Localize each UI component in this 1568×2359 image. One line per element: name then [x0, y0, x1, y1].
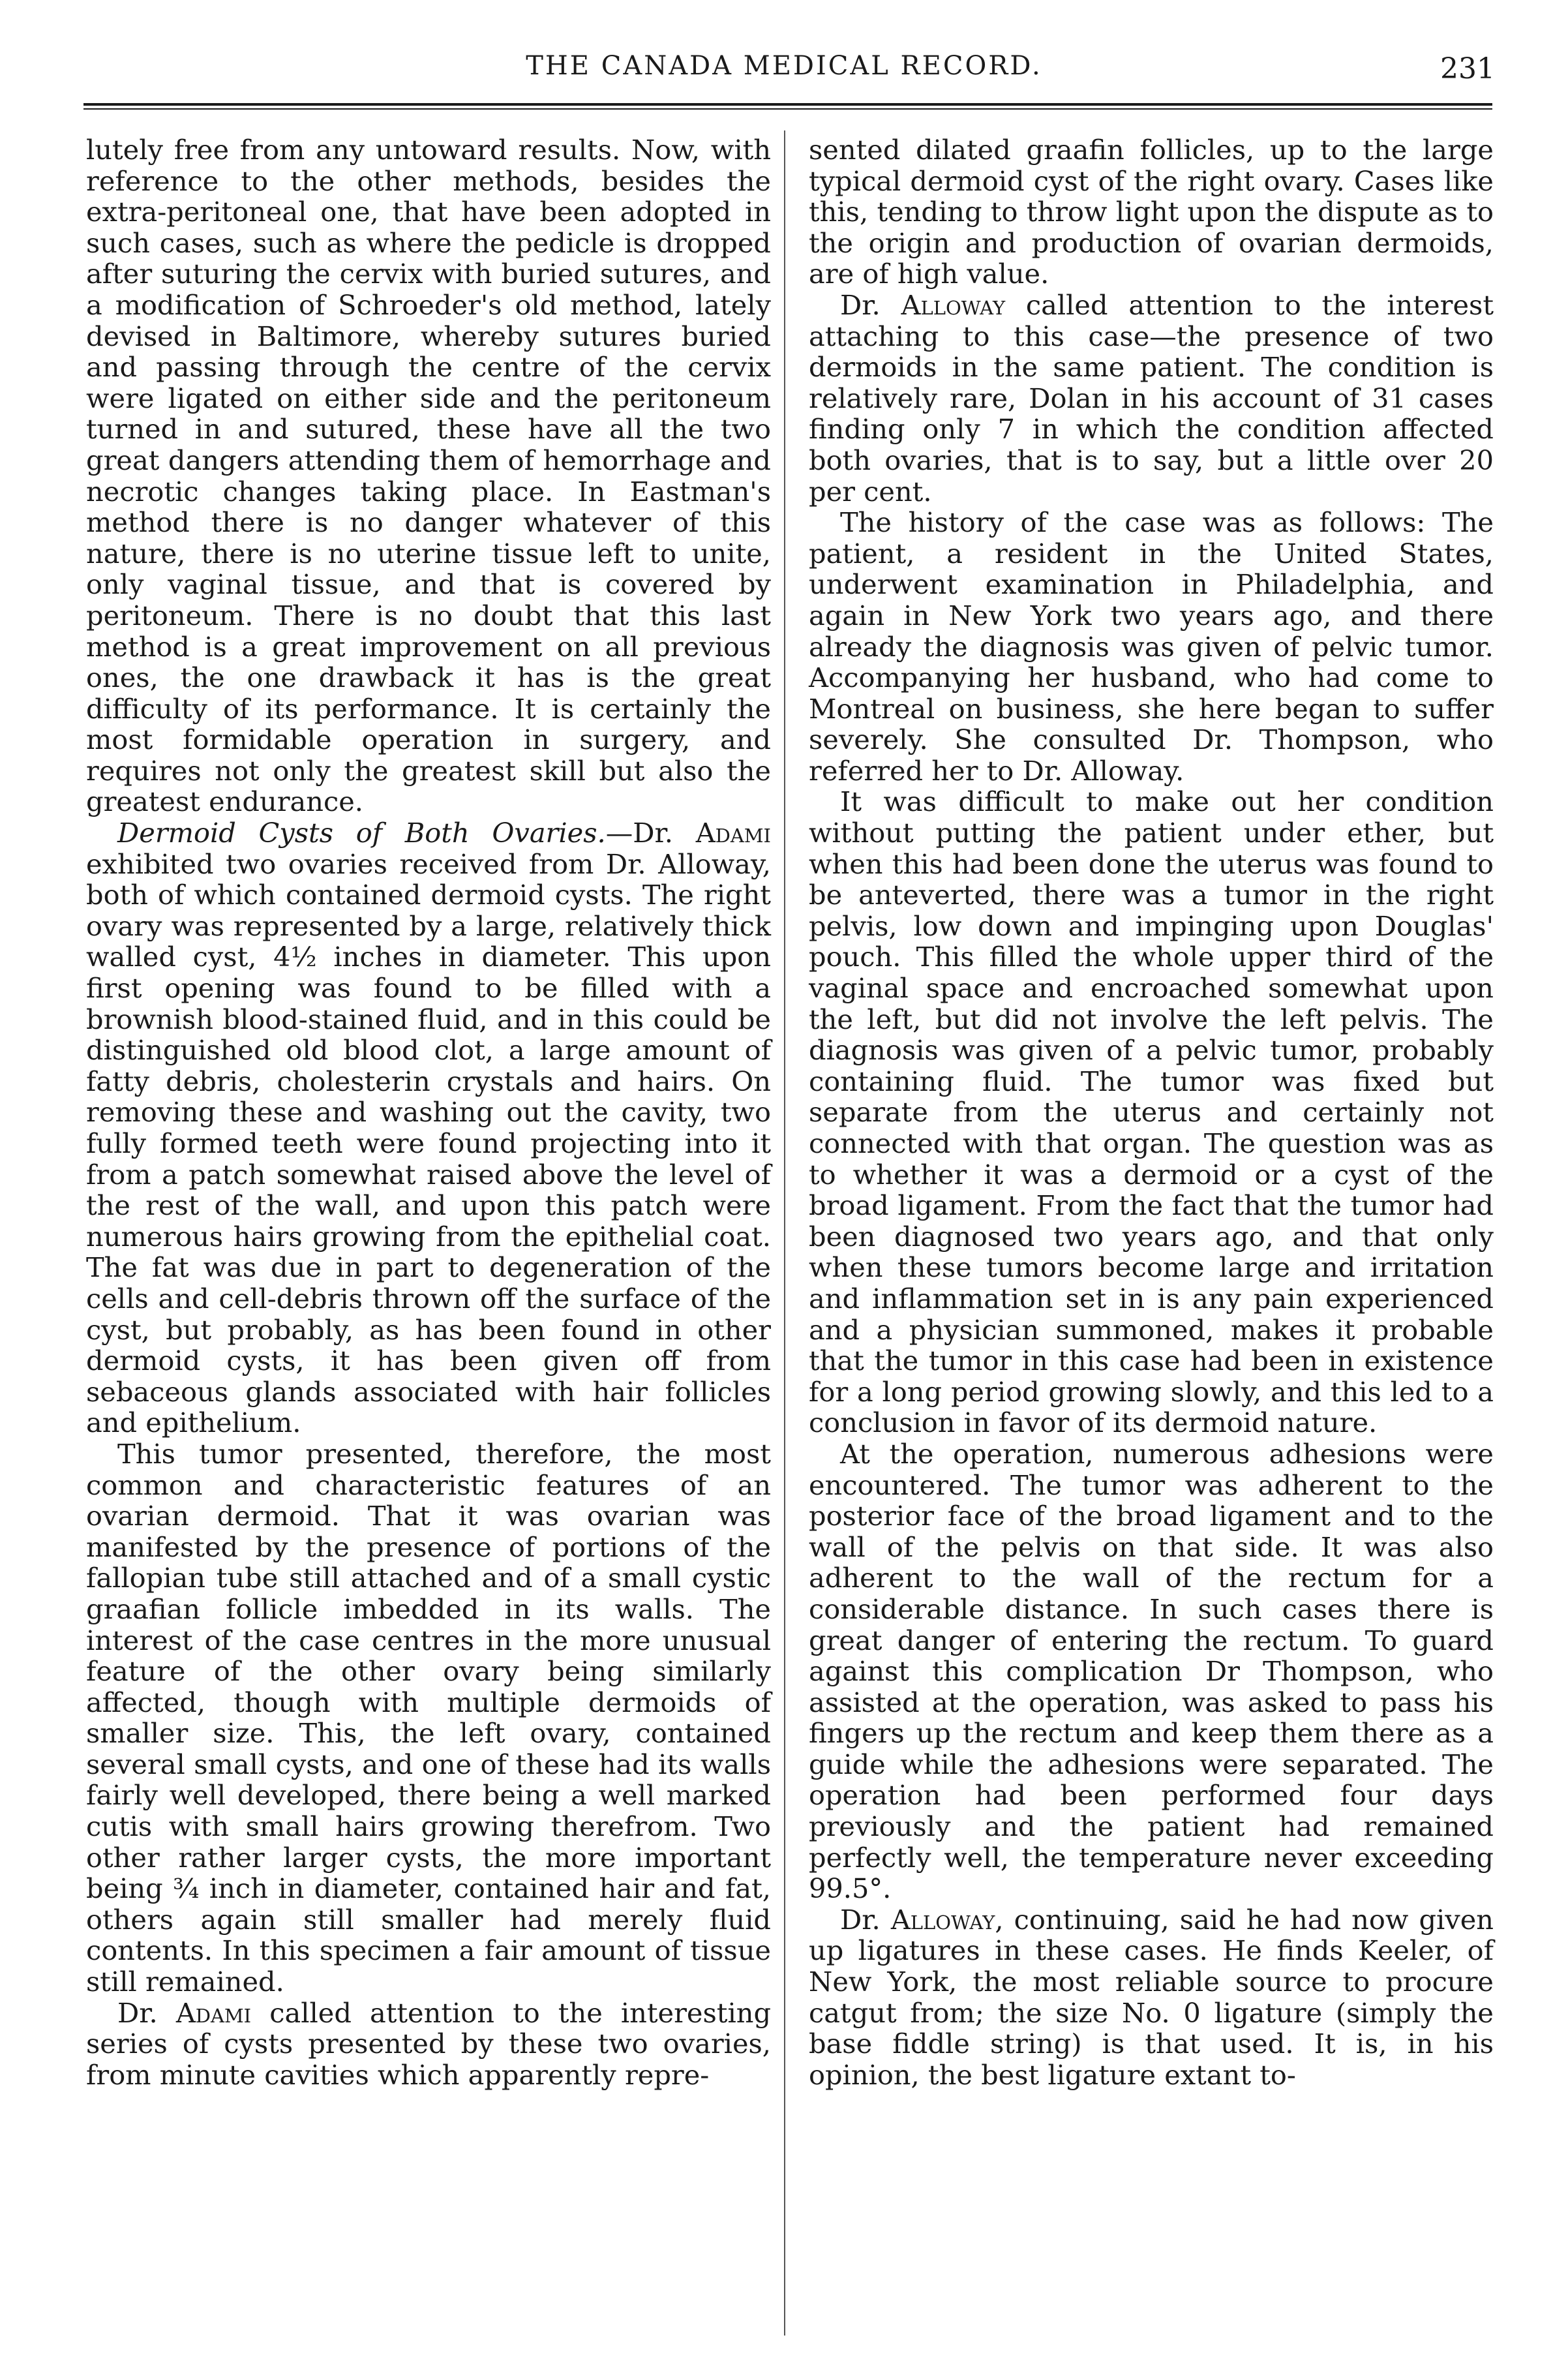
header-rule-thick [83, 103, 1492, 106]
page-header [0, 51, 1568, 90]
page-number: 231 [1440, 52, 1495, 85]
paragraph-tumor-features: This tumor presented, therefore, the most common and characteristic features of an ovarian dermoid. That it was ovarian was manifested by the presence of portions of the fallopian tube still attached and of a small cystic graafian follicle imbedded in its walls. The interest of the case centres in the more unusual feature of the other ovary being similarly affected, though with multiple dermoids of smaller size. This, the left ovary, contained several small cysts, and one of these had its walls fairly well developed, there being a well marked cutis with small hairs growing therefrom. Two other rather larger cysts, the more important being ¾ inch in diameter, contained hair and fat, others again still smaller had merely fluid contents. In this specimen a fair amount of tissue still remained. [86, 1437, 771, 1998]
author-name: Alloway [890, 1903, 995, 1936]
running-title: THE CANADA MEDICAL RECORD. [526, 51, 1042, 81]
paragraph-text: called attention to the interest attaching to this case—the presence of two dermoids in the same patient. The condition is relatively rare, Dolan in his account of 31 cases finding only 7 in which the condition affected both ovaries, that is to say, but a little over 20 per cent. [809, 288, 1494, 508]
paragraph-ligatures [809, 1904, 1494, 2091]
paragraph-text: , continuing, said he had now given up ligatures in these cases. He finds Keeler, of New York, the most reliable source to procure catgut from; the size No. 0 ligature (simply the base fiddle string) is that used. It is, in his opinion, the best ligature extant to- [809, 1903, 1494, 2091]
title-prefix: Dr. [840, 1903, 891, 1936]
paragraph-text: exhibited two ovaries received from Dr. Alloway, both of which contained dermoid cysts. The right ovary was represented by a large, relatively thick walled cyst, 4½ inches in diameter. This upon first opening was found to be filled with a brownish blood-stained fluid, and in this could be distinguished old blood clot, a large amount of fatty debris, cholesterin crystals and hairs. On removing these and washing out the cavity, two fully formed teeth were found projecting into it from a patch somewhat raised above the level of the rest of the wall, and upon this patch were numerous hairs growing from the epithelial coat. The fat was due in part to degeneration of the cells and cell-debris thrown off the surface of the cyst, but probably, as has been found in other dermoid cysts, it has been given off from sebaceous glands associated with hair follicles and epithelium. [86, 847, 771, 1439]
title-prefix: Dr. [840, 288, 901, 321]
title-prefix: Dr. [117, 1996, 176, 2029]
paragraph-hysterectomy-methods: lutely free from any untoward results. Now, with reference to the other methods, besides the extra-peritoneal one, that have been adopted in such cases, such as where the pedicle is dropped after suturing the cervix with buried sutures, and a modification of Schroeder's old method, lately devised in Baltimore, whereby sutures buried and passing through the centre of the cervix were ligated on either side and the peritoneum turned in and sutured, these have all the two great dangers attending them of hemorrhage and necrotic changes taking place. In Eastman's method there is no danger whatever of this nature, there is no uterine tissue left to unite, only vaginal tissue, and that is covered by peritoneum. There is no doubt that this last method is a great improvement on all previous ones, the one drawback it has is the great difficulty of its performance. It is certainly the most formidable operation in surgery, and requires not only the greatest skill but also the greatest endurance. [86, 134, 771, 818]
paragraph-operation: At the operation, numerous adhesions were encountered. The tumor was adherent to the posterior face of the broad ligament and to the wall of the pelvis on that side. It was also adherent to the wall of the rectum for a considerable distance. In such cases there is great danger of entering the rectum. To guard against this complication Dr Thompson, who assisted at the operation, was asked to pass his fingers up the rectum and keep them there as a guide while the adhesions were separated. The operation had been performed four days previously and the patient had remained perfectly well, the temperature never exceeding 99.5°. [809, 1437, 1494, 1905]
header-rule-thin [83, 108, 1492, 110]
paragraph-case-history: The history of the case was as follows: The patient, a resident in the United States, underwent examination in Philadelphia, and again in New York two years ago, and there already the diagnosis was given of pelvic tumor. Accompanying her husband, who had come to Montreal on business, she here began to suffer severely. She consulted Dr. Thompson, who referred her to Dr. Alloway. [809, 506, 1494, 787]
column-divider [784, 130, 785, 2336]
paragraph-dermoid-cysts [86, 817, 771, 1438]
heading-dash: —Dr. [605, 817, 696, 849]
paragraph-continuation: sented dilated graafin follicles, up to the large typical dermoid cyst of the right ovary. Cases like this, tending to throw light upon the dispute as to the origin and production of ovarian dermoids, are of high value. [809, 134, 1494, 290]
paragraph-adami-series [86, 1998, 771, 2091]
paragraph-examination: It was difficult to make out her condition without putting the patient under ether, but when this had been done the uterus was found to be anteverted, there was a tumor in the right pelvis, low down and impinging upon Douglas' pouch. This filled the whole upper third of the vaginal space and encroached somewhat upon the left, but did not involve the left pelvis. The diagnosis was given of a pelvic tumor, probably containing fluid. The tumor was fixed but separate from the uterus and certainly not connected with that organ. The question was as to whether it was a dermoid or a cyst of the broad ligament. From the fact that the tumor had been diagnosed two years ago, and that only when these tumors become large and irritation and inflammation set in is any pain experienced and a physician summoned, makes it probable that the tumor in this case had been in existence for a long period growing slowly, and this led to a conclusion in favor of its dermoid nature. [809, 785, 1494, 1439]
paragraph-text: called attention to the interesting series of cysts presented by these two ovaries, from minute cavities which apparently repre- [86, 1996, 772, 2091]
author-name: Adami [695, 817, 772, 849]
author-name: Alloway [901, 288, 1006, 321]
author-name: Adami [175, 1996, 252, 2029]
right-column [809, 134, 1494, 2090]
left-column [86, 134, 771, 2090]
section-heading: Dermoid Cysts of Both Ovaries. [117, 817, 606, 849]
paragraph-alloway-interest [809, 290, 1494, 507]
